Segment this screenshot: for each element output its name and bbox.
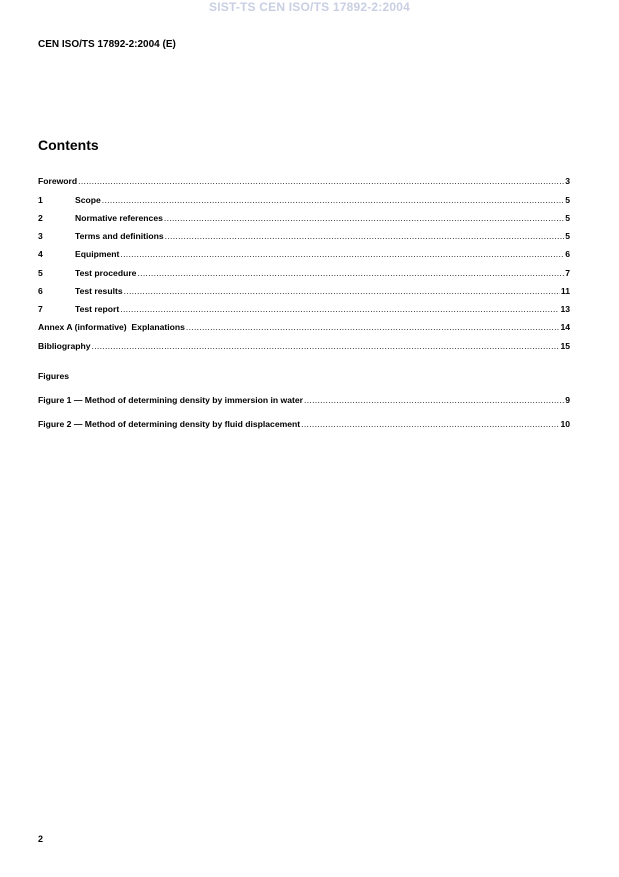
toc-entry-terms-and-definitions[interactable] — [38, 231, 570, 243]
figure-title: Figure 2 — Method of determining density by fluid displacement — [38, 419, 301, 429]
toc-entry-annex-a[interactable] — [38, 322, 570, 334]
figure-entry-1[interactable] — [38, 395, 570, 407]
toc-number: 4 — [38, 249, 43, 259]
toc-leader-dots — [137, 268, 564, 278]
figures-heading: Figures — [38, 371, 70, 381]
toc-title: Test procedure — [75, 268, 137, 278]
toc-leader-dots — [186, 322, 560, 332]
document-reference: CEN ISO/TS 17892-2:2004 (E) — [38, 39, 176, 50]
toc-entry-foreword[interactable] — [38, 176, 570, 188]
toc-page-number: 3 — [565, 176, 570, 186]
toc-title: Test results — [75, 286, 123, 296]
toc-title: Foreword — [38, 176, 78, 186]
toc-leader-dots — [120, 304, 559, 314]
toc-leader-dots — [164, 213, 564, 223]
toc-title: Normative references — [75, 213, 163, 223]
page-number: 2 — [38, 834, 44, 844]
toc-title: Terms and definitions — [75, 231, 164, 241]
toc-entry-normative-references[interactable] — [38, 213, 570, 225]
toc-entry-test-procedure[interactable] — [38, 268, 570, 280]
toc-page-number: 14 — [560, 322, 570, 332]
figure-title: Figure 1 — Method of determining density by immersion in water — [38, 395, 304, 405]
toc-number: 7 — [38, 304, 43, 314]
toc-number: 5 — [38, 268, 43, 278]
toc-leader-dots — [165, 231, 565, 241]
toc-title: Bibliography — [38, 341, 91, 351]
toc-page-number: 11 — [560, 286, 570, 296]
toc-title: Test report — [75, 304, 120, 314]
toc-entry-bibliography[interactable] — [38, 341, 570, 353]
toc-leader-dots — [102, 195, 564, 205]
contents-heading: Contents — [38, 137, 99, 153]
toc-number: 2 — [38, 213, 43, 223]
toc-leader-dots — [120, 249, 564, 259]
figure-page-number: 9 — [565, 395, 570, 405]
toc-page-number: 6 — [565, 249, 570, 259]
toc-leader-dots — [304, 395, 564, 405]
toc-entry-scope[interactable] — [38, 195, 570, 207]
toc-page-number: 13 — [560, 304, 570, 314]
toc-entry-test-report[interactable] — [38, 304, 570, 316]
toc-entry-equipment[interactable] — [38, 249, 570, 261]
watermark: SIST-TS CEN ISO/TS 17892-2:2004 — [209, 0, 410, 14]
toc-title: Equipment — [75, 249, 120, 259]
toc-number: 6 — [38, 286, 43, 296]
figure-page-number: 10 — [560, 419, 570, 429]
toc-leader-dots — [78, 176, 564, 186]
toc-page-number: 5 — [565, 195, 570, 205]
toc-leader-dots — [301, 419, 559, 429]
toc-number: 3 — [38, 231, 43, 241]
toc-page-number: 5 — [565, 213, 570, 223]
toc-page-number: 7 — [565, 268, 570, 278]
toc-page-number: 15 — [560, 341, 570, 351]
figure-entry-2[interactable] — [38, 419, 570, 431]
toc-leader-dots — [92, 341, 560, 351]
toc-number: 1 — [38, 195, 43, 205]
toc-entry-test-results[interactable] — [38, 286, 570, 298]
toc-title: Annex A (informative) Explanations — [38, 322, 185, 332]
toc-title: Scope — [75, 195, 101, 205]
toc-leader-dots — [124, 286, 560, 296]
toc-page-number: 5 — [565, 231, 570, 241]
